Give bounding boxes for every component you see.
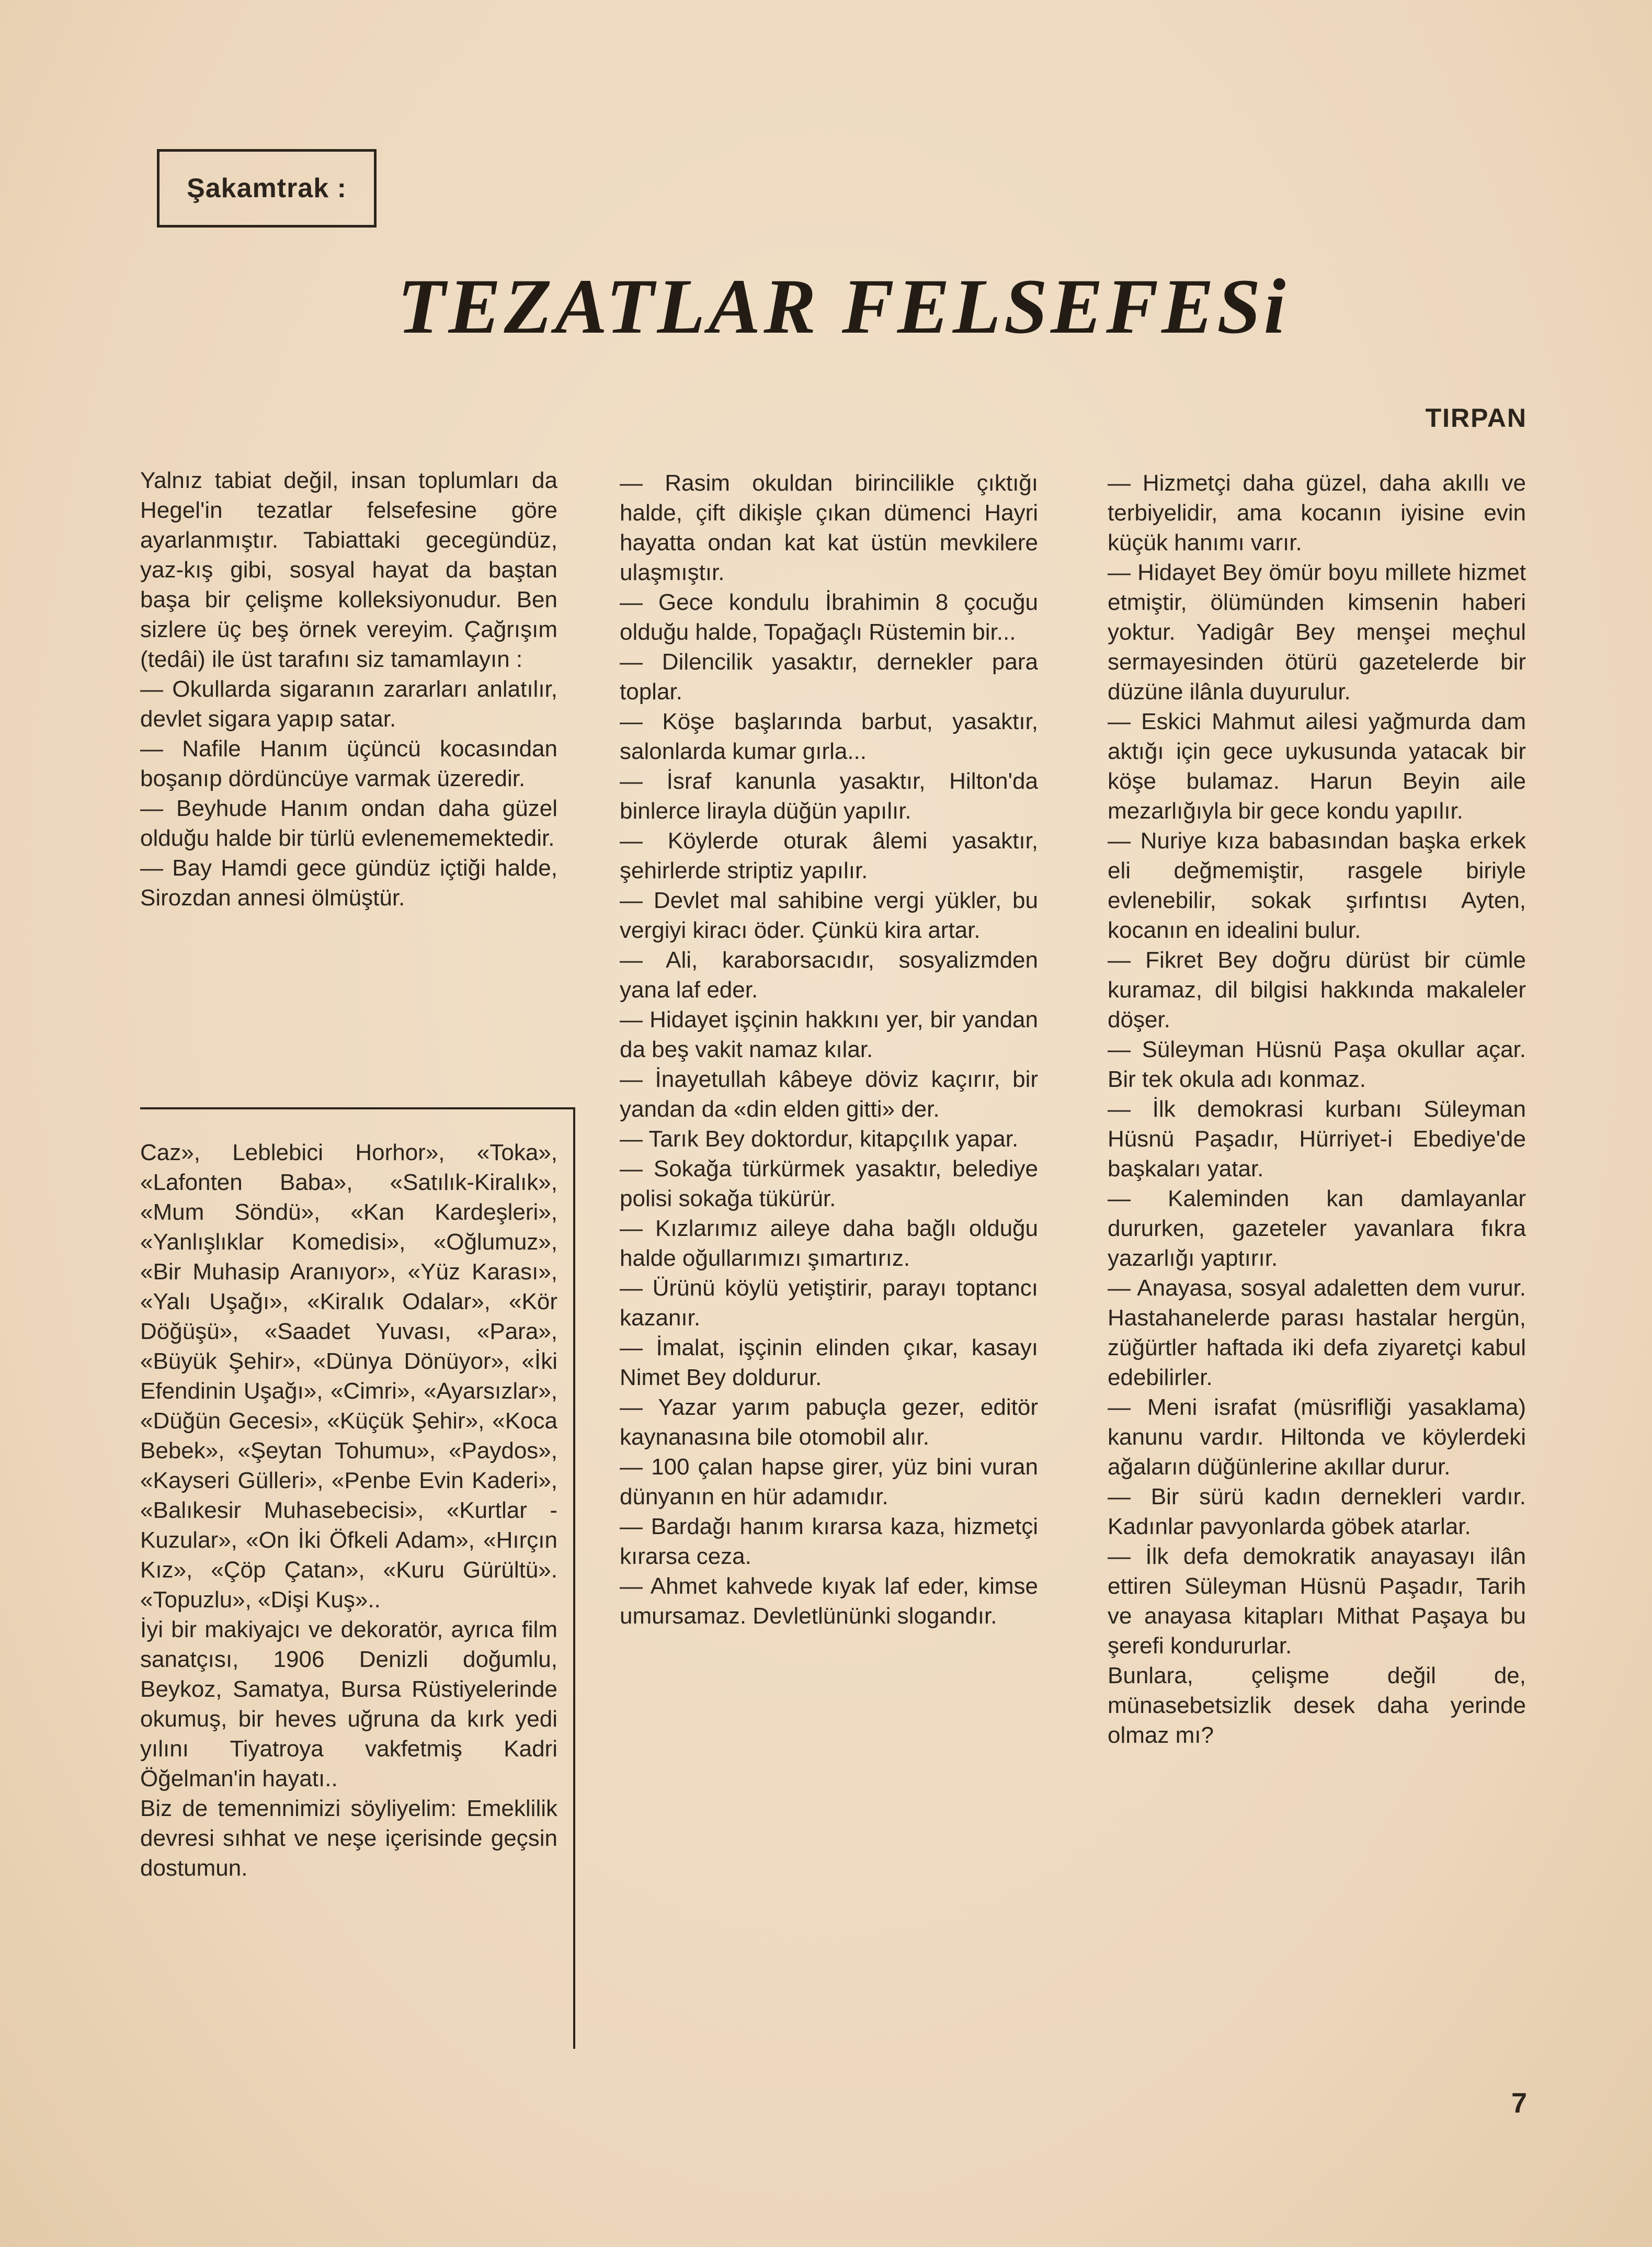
paragraph: — İlk defa demokratik anayasayı ilân ettiren Süleyman Hüsnü Paşadır, Tarih ve anayasa kitapları Mithat Paşaya bu şerefi kondururlar. bbox=[1108, 1544, 1526, 1659]
paragraph: — Okullarda sigaranın zararları anlatılır, devlet sigara yapıp satar. bbox=[140, 676, 557, 732]
paragraph: — İmalat, işçinin elinden çıkar, kasayı Nimet Bey doldurur. bbox=[620, 1335, 1038, 1390]
paragraph: — Tarık Bey doktordur, kitapçılık yapar. bbox=[620, 1126, 1019, 1152]
paragraph: — Hidayet işçinin hakkını yer, bir yandan da beş vakit namaz kılar. bbox=[620, 1007, 1038, 1062]
paragraph: — Beyhude Hanım ondan daha güzel olduğu halde bir türlü evlenememektedir. bbox=[140, 796, 557, 851]
paragraph: — Rasim okuldan birincilikle çıktığı halde, çift dikişle çıkan dümenci Hayri hayatta ondan kat kat üstün mevkilere ulaşmıştır. bbox=[620, 470, 1038, 585]
paragraph: — Kızlarımız aileye daha bağlı olduğu halde oğullarımızı şımartırız. bbox=[620, 1216, 1038, 1271]
paragraph: — İnayetullah kâbeye döviz kaçırır, bir yandan da «din elden gitti» der. bbox=[620, 1066, 1038, 1122]
paragraph: — Gece kondulu İbrahimin 8 çocuğu olduğu halde, Topağaçlı Rüstemin bir... bbox=[620, 589, 1038, 645]
paragraph: Bunlara, çelişme değil de, münasebetsizlik desek daha yerinde olmaz mı? bbox=[1108, 1663, 1526, 1748]
divider-vertical bbox=[573, 1107, 575, 2049]
article-title: TEZATLAR FELSEFESi bbox=[397, 263, 1289, 350]
paragraph: — İlk demokrasi kurbanı Süleyman Hüsnü Paşadır, Hürriyet-i Ebediye'de başkaları yatar. bbox=[1108, 1096, 1526, 1182]
paragraph: — Fikret Bey doğru dürüst bir cümle kuramaz, dil bilgisi hakkında makaleler döşer. bbox=[1108, 947, 1526, 1032]
paragraph: — Sokağa türkürmek yasaktır, belediye polisi sokağa tükürür. bbox=[620, 1156, 1038, 1211]
paragraph: — Süleyman Hüsnü Paşa okullar açar. Bir tek okula adı konmaz. bbox=[1108, 1037, 1526, 1092]
paragraph: — Bardağı hanım kırarsa kaza, hizmetçi kırarsa ceza. bbox=[620, 1514, 1038, 1569]
paragraph: — Ali, karaborsacıdır, sosyalizmden yana laf eder. bbox=[620, 947, 1038, 1003]
column-2 bbox=[620, 468, 1038, 1631]
paragraph: — Bir sürü kadın dernekleri vardır. Kadınlar pavyonlarda göbek atarlar. bbox=[1108, 1484, 1526, 1539]
paragraph: — Eskici Mahmut ailesi yağmurda dam aktığı için gece uykusunda yatacak bir köşe bulamaz. Harun Beyin aile mezarlığıyla bir gece kondu yapılır. bbox=[1108, 709, 1526, 824]
section-label-box bbox=[157, 149, 377, 228]
paragraph: — Ürünü köylü yetiştirir, parayı toptancı kazanır. bbox=[620, 1275, 1038, 1331]
paragraph: Yalnız tabiat değil, insan toplumları da Hegel'in tezatlar felsefesine göre ayarlanmıştır. Tabiattaki gecegündüz, yaz-kış gibi, sosyal hayat da baştan başa bir çelişme kolleksiyonudur. Ben sizlere üç beş örnek vereyim. Çağrışım (tedâi) ile üst tarafını siz tamamlayın : bbox=[140, 468, 557, 672]
paragraph: — Hidayet Bey ömür boyu millete hizmet etmiştir, ölümünden kimsenin haberi yoktur. Yadigâr Bey menşei meçhul sermayesinden ötürü gazetelerde bir düzüne ilânla duyurulur. bbox=[1108, 560, 1526, 705]
paragraph: — Köylerde oturak âlemi yasaktır, şehirlerde striptiz yapılır. bbox=[620, 828, 1038, 883]
paragraph: Caz», Leblebici Horhor», «Toka», «Lafonten Baba», «Satılık-Kiralık», «Mum Söndü», «Kan Kardeşleri», «Yanlışlıklar Komedisi», «Oğlumuz», «Bir Muhasip Aranıyor», «Yüz Karası», «Yalı Uşağı», «Kiralık Odalar», «Kör Döğüşü», «Saadet Yuvası, «Para», «Büyük Şehir», «Dünya Dönüyor», «İki Efendinin Uşağı», «Cimri», «Ayarsızlar», «Düğün Gecesi», «Küçük Şehir», «Koca Bebek», «Şeytan Tohumu», «Paydos», «Kayseri Gülleri», «Penbe Evin Kaderi», «Balıkesir Muhasebecisi», «Kurtlar - Kuzular», «On İki Öfkeli Adam», «Hırçın Kız», «Çöp Çatan», «Kuru Gürültü». «Topuzlu», «Dişi Kuş».. bbox=[140, 1140, 557, 1613]
paragraph: — Kaleminden kan damlayanlar dururken, gazeteler yavanlara fıkra yazarlığı yaptırır. bbox=[1108, 1186, 1526, 1271]
paragraph: — Dilencilik yasaktır, dernekler para toplar. bbox=[620, 649, 1038, 705]
paragraph: — Bay Hamdi gece gündüz içtiği halde, Sirozdan annesi ölmüştür. bbox=[140, 855, 557, 911]
paragraph: — Hizmetçi daha güzel, daha akıllı ve terbiyelidir, ama kocanın iyisine evin küçük hanımı varır. bbox=[1108, 470, 1526, 555]
paragraph: — Anayasa, sosyal adaletten dem vurur. Hastahanelerde parası hastalar hergün, züğürtler haftada iki defa ziyaretçi kabul edebilirler. bbox=[1108, 1275, 1526, 1390]
column-1-bio bbox=[140, 1138, 557, 1883]
author-name: TIRPAN bbox=[1425, 403, 1527, 433]
paragraph: — Meni israfat (müsrifliği yasaklama) kanunu vardır. Hiltonda ve köylerdeki ağaların düğünlerine akıllar durur. bbox=[1108, 1394, 1526, 1480]
paragraph: — Yazar yarım pabuçla gezer, editör kaynanasına bile otomobil alır. bbox=[620, 1394, 1038, 1450]
paragraph: — 100 çalan hapse girer, yüz bini vuran dünyanın en hür adamıdır. bbox=[620, 1454, 1038, 1510]
paragraph: — Nuriye kıza babasından başka erkek eli değmemiştir, rasgele biriyle evlenebilir, sokak şırfıntısı Ayten, kocanın en idealini bulur. bbox=[1108, 828, 1526, 943]
section-label: Şakamtrak : bbox=[187, 173, 347, 203]
paragraph: — Nafile Hanım üçüncü kocasından boşanıp dördüncüye varmak üzeredir. bbox=[140, 736, 557, 791]
column-3 bbox=[1108, 468, 1526, 1750]
paragraph: — Ahmet kahvede kıyak laf eder, kimse umursamaz. Devletlününki slogandır. bbox=[620, 1573, 1038, 1629]
divider-horizontal bbox=[140, 1107, 574, 1109]
paragraph: — İsraf kanunla yasaktır, Hilton'da binlerce lirayla düğün yapılır. bbox=[620, 768, 1038, 824]
paragraph: — Devlet mal sahibine vergi yükler, bu vergiyi kiracı öder. Çünkü kira artar. bbox=[620, 888, 1038, 943]
column-1-intro bbox=[140, 466, 557, 913]
paragraph: — Köşe başlarında barbut, yasaktır, salonlarda kumar gırla... bbox=[620, 709, 1038, 764]
paragraph: Biz de temennimizi söyliyelim: Emeklilik devresi sıhhat ve neşe içerisinde geçsin dostumun. bbox=[140, 1796, 557, 1881]
page-number: 7 bbox=[1511, 2087, 1527, 2119]
paragraph: İyi bir makiyajcı ve dekoratör, ayrıca film sanatçısı, 1906 Denizli doğumlu, Beykoz, Samatya, Bursa Rüstiyelerinde okumuş, bir heves uğruna da kırk yedi yılını Tiyatroya vakfetmiş Kadri Öğelman'in hayatı.. bbox=[140, 1617, 557, 1791]
